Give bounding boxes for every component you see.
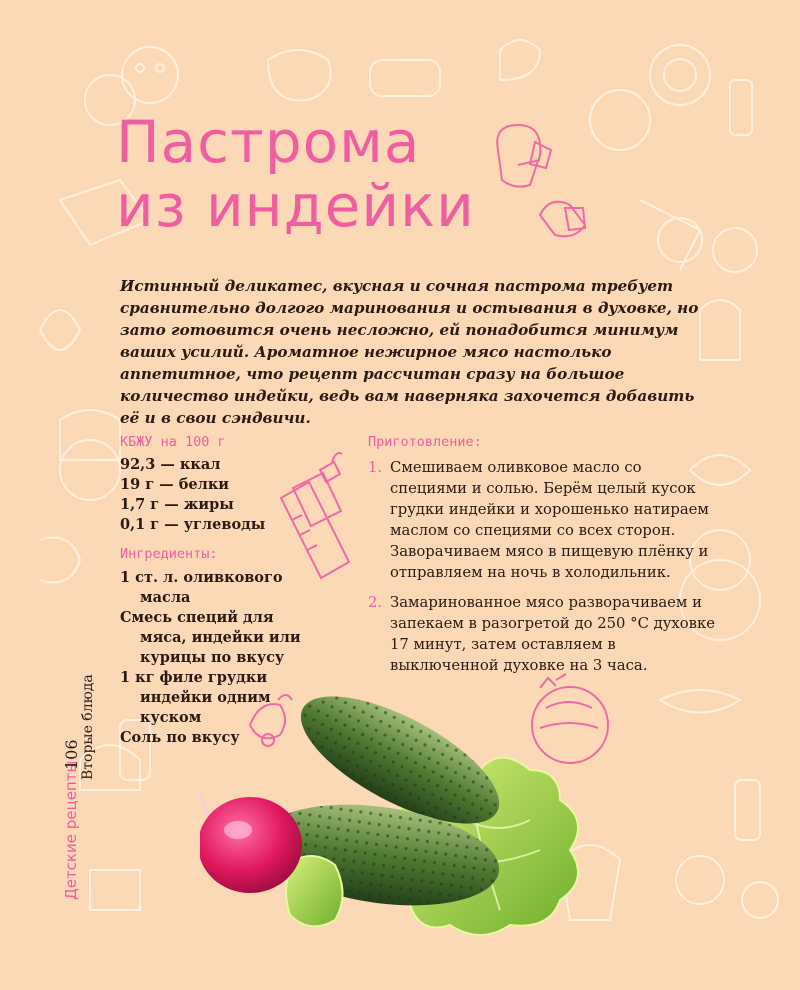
ingredient-item: Смесь специй для мяса, индейки или курицы по вкусу [120, 609, 301, 666]
step-item [368, 457, 718, 583]
ingredient-item: Соль по вкусу [120, 729, 240, 746]
step-text: Замаринованное мясо разворачиваем и запекаем в разогретой до 250 °С духовке 17 минут, затем оставляем в выключенной духовке на 3 часа. [390, 594, 715, 674]
ingredient-item: 1 кг филе грудки индейки одним куском [120, 669, 271, 726]
book-section: Детские рецепты [62, 760, 80, 900]
side-footer [62, 650, 96, 900]
nutrition-label: КБЖУ на 100 г [120, 434, 226, 450]
preparation-label: Приготовление: [368, 434, 482, 450]
step-text: Смешиваем оливковое масло со специями и солью. Берём целый кусок грудки индейки и хорошенько натираем маслом со специями со всех сторон. Заворачиваем мясо в пищевую плёнку и отправляем на ночь в холодильник. [390, 459, 709, 581]
step-number: 2. [368, 594, 383, 611]
step-item [368, 592, 718, 676]
title-line-2: из индейки [116, 172, 475, 240]
preparation-steps [368, 457, 718, 685]
nutrition-item: 1,7 г — жиры [120, 496, 234, 513]
step-number: 1. [368, 459, 383, 476]
nutrition-list [120, 455, 360, 535]
title-line-1: Пастрома [116, 108, 421, 176]
recipe-title [116, 110, 475, 238]
ingredients-label: Ингредиенты: [120, 546, 218, 562]
vegetables-illustration [200, 670, 640, 970]
page-number: 106 [62, 739, 81, 770]
nutrition-item: 0,1 г — углеводы [120, 516, 266, 533]
chapter-name: Вторые блюда [80, 674, 96, 780]
nutrition-item: 92,3 — ккал [120, 456, 221, 473]
intro-paragraph: Истинный деликатес, вкусная и сочная пастрома требует сравнительно долгого маринования и остывания в духовке, но зато готовится очень несложно, ей понадобится минимум ваших усилий. Ароматное нежирное мясо настолько аппетитное, что рецепт рассчитан сразу на большое количество индейки, ведь вам наверняка захочется добавить её и в свои сэндвичи. [120, 277, 699, 427]
radish [200, 760, 302, 893]
ingredient-item: 1 ст. л. оливкового масла [120, 569, 283, 606]
nutrition-item: 19 г — белки [120, 476, 230, 493]
